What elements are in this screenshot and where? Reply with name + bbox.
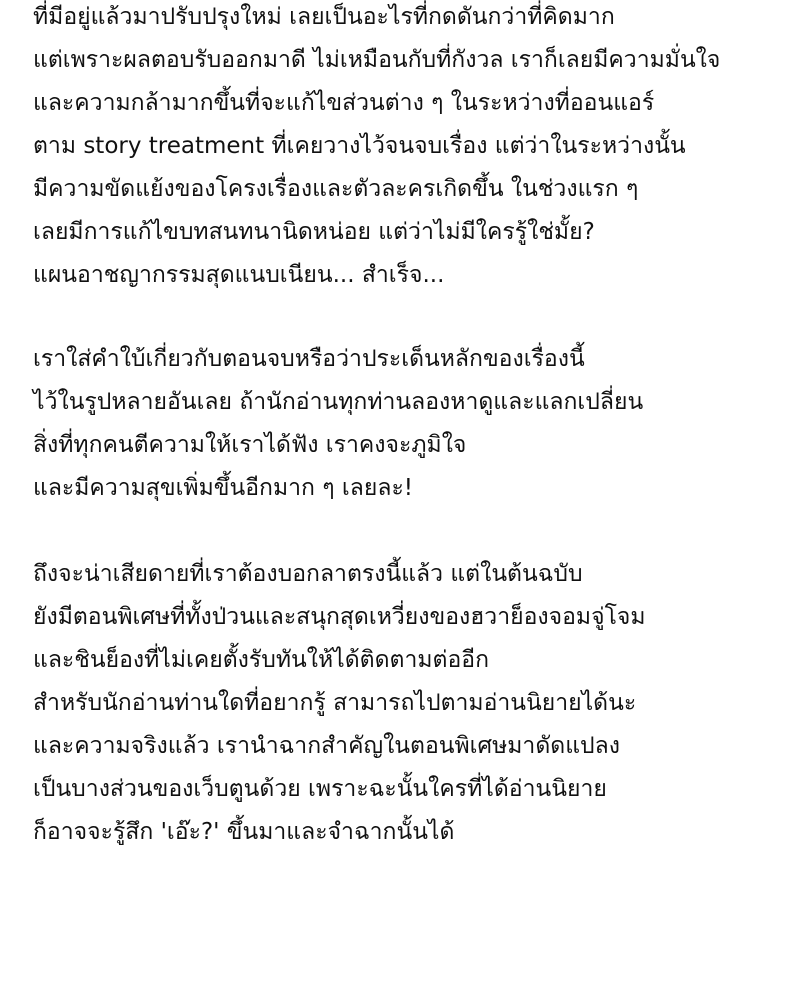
text-line: ถึงจะน่าเสียดายที่เราต้องบอกลาตรงนี้แล้ว แต่ในต้นฉบับ	[33, 561, 583, 587]
text-line: แต่เพราะผลตอบรับออกมาดี ไม่เหมือนกับที่กังวล เราก็เลยมีความมั่นใจ	[33, 47, 721, 73]
text-line: ก็อาจจะรู้สึก 'เอ๊ะ?' ขึ้นมาและจำฉากนั้นได้	[33, 819, 455, 845]
text-line: ตาม story treatment ที่เคยวางไว้จนจบเรื่อง แต่ว่าในระหว่างนั้น	[33, 133, 686, 159]
text-line: และชินย็องที่ไม่เคยตั้งรับทันให้ได้ติดตามต่ออีก	[33, 647, 490, 673]
text-line: เลยมีการแก้ไขบทสนทนานิดหน่อย แต่ว่าไม่มีใครรู้ใช่มั้ย?	[33, 219, 595, 245]
text-line: มีความขัดแย้งของโครงเรื่องและตัวละครเกิดขึ้น ในช่วงแรก ๆ	[33, 176, 639, 202]
text-line: และความกล้ามากขึ้นที่จะแก้ไขส่วนต่าง ๆ ในระหว่างที่ออนแอร์	[33, 90, 655, 116]
text-line: สำหรับนักอ่านท่านใดที่อยากรู้ สามารถไปตามอ่านนิยายได้นะ	[33, 690, 637, 716]
paragraph-2	[33, 338, 793, 510]
text-line: ที่มีอยู่แล้วมาปรับปรุงใหม่ เลยเป็นอะไรที่กดดันกว่าที่คิดมาก	[33, 4, 615, 30]
paragraph-1	[33, 0, 793, 297]
text-line: แผนอาชญากรรมสุดแนบเนียน... สำเร็จ...	[33, 262, 445, 288]
paragraph-3	[33, 553, 793, 854]
text-line: เราใส่คำใบ้เกี่ยวกับตอนจบหรือว่าประเด็นหลักของเรื่องนี้	[33, 346, 585, 372]
text-line: ยังมีตอนพิเศษที่ทั้งป่วนและสนุกสุดเหวี่ยงของฮวาย็องจอมจู่โจม	[33, 604, 646, 630]
text-line: เป็นบางส่วนของเว็บตูนด้วย เพราะฉะนั้นใครที่ได้อ่านนิยาย	[33, 776, 607, 802]
text-line: ไว้ในรูปหลายอันเลย ถ้านักอ่านทุกท่านลองหาดูและแลกเปลี่ยน	[33, 389, 644, 415]
text-line: และความจริงแล้ว เรานำฉากสำคัญในตอนพิเศษมาดัดแปลง	[33, 733, 620, 759]
text-line: สิ่งที่ทุกคนตีความให้เราได้ฟัง เราคงจะภูมิใจ	[33, 432, 467, 458]
text-line: และมีความสุขเพิ่มขึ้นอีกมาก ๆ เลยละ!	[33, 475, 414, 501]
